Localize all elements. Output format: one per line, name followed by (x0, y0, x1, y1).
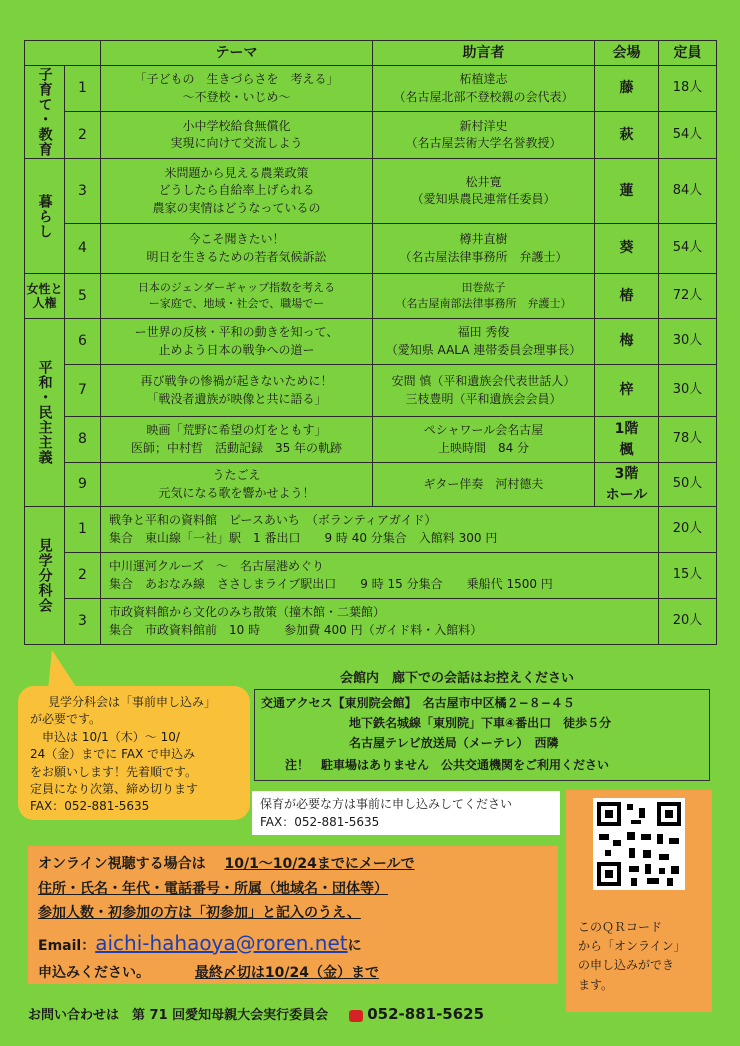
childcare-fax: FAX：052-881-5635 (260, 815, 380, 829)
online-deadline-line: 申込みください。 最終〆切は10/24（金）まで (38, 964, 379, 981)
row-venue: 1階 楓 (595, 417, 659, 463)
access-box (254, 689, 710, 781)
footer-phone: 052-881-5625 (367, 1005, 485, 1023)
header-venue: 会場 (595, 41, 659, 66)
qr-code[interactable] (593, 798, 685, 890)
header-advisor: 助言者 (373, 41, 595, 66)
row-venue: 蓮 (595, 159, 659, 224)
row-advisor: 田巻紘子 （名古屋南部法律事務所 弁護士） (373, 274, 595, 319)
footer-contact: お問い合わせは 第 71 回愛知母親大会実行委員会 (28, 1008, 329, 1023)
online-line-1: オンライン視聴する場合は 10/1～10/24までにメールで (38, 856, 415, 872)
category-tour: 見学分科会 (25, 507, 65, 645)
access-line-3: 名古屋テレビ放送局（メーテレ） 西隣 (349, 736, 559, 750)
row-theme: 米問題から見える農業政策 どうしたら自給率上げられる 農家の実情はどうなっているの (101, 159, 373, 224)
table-row (25, 159, 717, 224)
row-number: 5 (65, 274, 101, 319)
table-row (25, 507, 717, 553)
tour-notice-bubble: 見学分科会は「事前申し込み」 が必要です。 申込は 10/1（木）～ 10/ 24（金）までに FAX で申込み をお願いします！先着順です。 定員になり次第、締め切ります FAX：052-881-5635 (18, 686, 250, 820)
table-row (25, 553, 717, 599)
table-row (25, 365, 717, 417)
row-capacity: 18人 (659, 66, 717, 112)
table-row (25, 463, 717, 507)
row-theme: 再び戦争の惨禍が起きないために！ 「戦没者遺族が映像と共に語る」 (101, 365, 373, 417)
row-theme: ー世界の反核・平和の動きを知って、 止めよう日本の戦争への道ー (101, 319, 373, 365)
row-advisor: 柘植達志 （名古屋北部不登校親の会代表） (373, 66, 595, 112)
row-venue: 梓 (595, 365, 659, 417)
tour-detail: 中川運河クルーズ ～ 名古屋港めぐり 集合 あおなみ線 ささしまライブ駅出口 9 時 15 分集合 乗船代 1500 円 (101, 553, 659, 599)
category-life: 暮らし (25, 159, 65, 274)
online-line-3: 参加人数・初参加の方は「初参加」と記入のうえ、 (38, 905, 361, 921)
qr-caption: このＱＲコード から「オンライン」 の申し込みができ ます。 (578, 920, 686, 992)
footer (28, 1004, 484, 1023)
access-line-4: 注！ 駐車場はありません 公共交通機関をご利用ください (285, 758, 610, 772)
row-number: 1 (65, 507, 101, 553)
header-theme: テーマ (101, 41, 373, 66)
table-row (25, 599, 717, 645)
hallway-notice: 会館内 廊下での会話はお控えください (340, 671, 575, 686)
row-capacity: 54人 (659, 224, 717, 274)
bubble-tail (48, 650, 78, 690)
row-theme: 小中学校給食無償化 実現に向けて交流しよう (101, 112, 373, 159)
phone-icon (349, 1010, 363, 1022)
row-advisor: ペシャワール会名古屋 上映時間 84 分 (373, 417, 595, 463)
table-row (25, 66, 717, 112)
qr-code-icon (593, 798, 685, 890)
row-number: 2 (65, 553, 101, 599)
row-venue: 萩 (595, 112, 659, 159)
header-blank (25, 41, 101, 66)
row-theme: 「子どもの 生きづらさを 考える」 ～不登校・いじめ～ (101, 66, 373, 112)
row-advisor: 新村洋史 （名古屋芸術大学名誉教授） (373, 112, 595, 159)
row-venue: 3階 ホール (595, 463, 659, 507)
row-venue: 梅 (595, 319, 659, 365)
row-capacity: 20人 (659, 507, 717, 553)
table-row (25, 319, 717, 365)
row-number: 2 (65, 112, 101, 159)
row-advisor: 樽井直樹 （名古屋法律事務所 弁護士） (373, 224, 595, 274)
header-capacity: 定員 (659, 41, 717, 66)
access-line-1: 交通アクセス【東別院会館】 名古屋市中区橘２−８−４５ (261, 696, 575, 710)
qr-box (566, 790, 712, 1012)
row-capacity: 72人 (659, 274, 717, 319)
row-number: 7 (65, 365, 101, 417)
row-venue: 椿 (595, 274, 659, 319)
category-peace: 平和・民主主義 (25, 319, 65, 507)
row-capacity: 15人 (659, 553, 717, 599)
row-number: 9 (65, 463, 101, 507)
program-table (24, 40, 717, 645)
tour-detail: 市政資料館から文化のみち散策（撞木館・二葉館） 集合 市政資料館前 10 時 参加費 400 円（ガイド料・入館料） (101, 599, 659, 645)
tour-detail: 戦争と平和の資料館 ピースあいち （ボランティアガイド） 集合 東山線「一社」駅 1 番出口 9 時 40 分集合 入館料 300 円 (101, 507, 659, 553)
table-row (25, 274, 717, 319)
row-capacity: 30人 (659, 365, 717, 417)
row-capacity: 20人 (659, 599, 717, 645)
row-theme: 今こそ聞きたい！ 明日を生きるための若者気候訴訟 (101, 224, 373, 274)
row-advisor: 福田 秀俊 （愛知県 AALA 連帯委員会理事長） (373, 319, 595, 365)
table-row (25, 112, 717, 159)
online-box (28, 846, 558, 984)
online-line-2: 住所・氏名・年代・電話番号・所属（地域名・団体等） (38, 880, 388, 897)
row-venue: 葵 (595, 224, 659, 274)
row-venue: 藤 (595, 66, 659, 112)
row-number: 3 (65, 159, 101, 224)
childcare-line-1: 保育が必要な方は事前に申し込みしてください (260, 797, 513, 811)
row-advisor: 松井寛 （愛知県農民連常任委員） (373, 159, 595, 224)
category-child: 子育て・教育 (25, 66, 65, 159)
access-line-2: 地下鉄名城線「東別院」下車④番出口 徒歩５分 (349, 716, 612, 730)
childcare-box (252, 791, 560, 835)
row-theme: 日本のジェンダーギャップ指数を考える ー家庭で、地域・社会で、職場でー (101, 274, 373, 319)
row-advisor: 安間 慎（平和遺族会代表世話人） 三枝豊明（平和遺族会会員） (373, 365, 595, 417)
row-number: 1 (65, 66, 101, 112)
table-header-row (25, 41, 717, 66)
row-theme: 映画「荒野に希望の灯をともす」 医師；中村哲 活動記録 35 年の軌跡 (101, 417, 373, 463)
row-number: 8 (65, 417, 101, 463)
email-link[interactable]: aichi-hahaoya@roren.net (95, 930, 348, 955)
row-number: 6 (65, 319, 101, 365)
row-capacity: 50人 (659, 463, 717, 507)
online-email-line: Email：aichi-hahaoya@roren.netに (38, 930, 362, 955)
row-number: 3 (65, 599, 101, 645)
table-row (25, 417, 717, 463)
row-capacity: 54人 (659, 112, 717, 159)
category-women: 女性と 人権 (25, 274, 65, 319)
row-advisor: ギター伴奏 河村德夫 (373, 463, 595, 507)
row-capacity: 78人 (659, 417, 717, 463)
row-theme: うたごえ 元気になる歌を響かせよう！ (101, 463, 373, 507)
table-row (25, 224, 717, 274)
row-number: 4 (65, 224, 101, 274)
row-capacity: 84人 (659, 159, 717, 224)
row-capacity: 30人 (659, 319, 717, 365)
